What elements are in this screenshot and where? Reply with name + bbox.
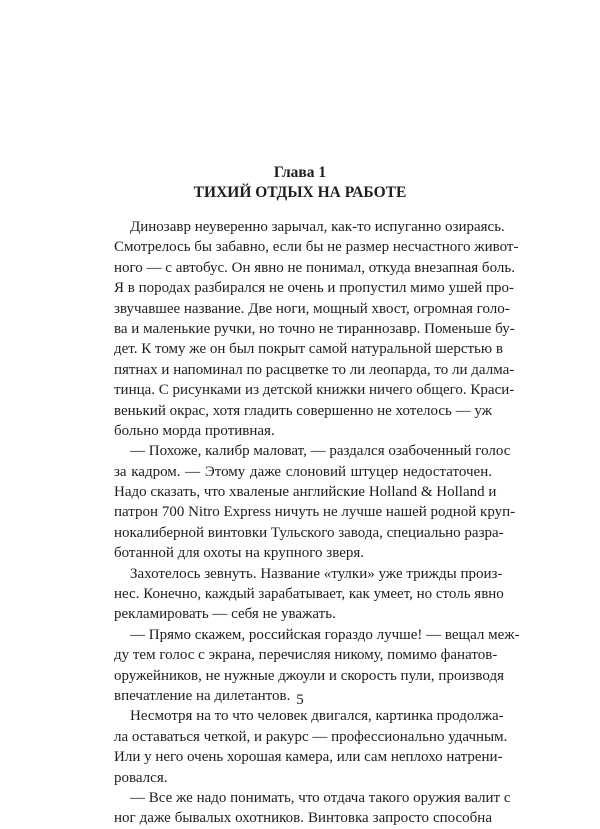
text-line: ног даже бывалых охотников. Винтовка запросто способна: [114, 810, 492, 827]
text-line: оружейников, не нужные джоули и скорость пули, производя: [114, 667, 504, 684]
text-line: рекламировать — себя не уважать.: [114, 606, 336, 623]
text-line: тинца. С рисунками из детской книжки ничего общего. Краси-: [114, 382, 515, 399]
chapter-label: Глава 1: [273, 164, 327, 181]
text-line: ду тем голос с экрана, перечисляя никому, помимо фанатов-: [114, 647, 498, 664]
text-line: венький окрас, хотя гладить совершенно не хотелось — уж: [114, 402, 493, 419]
text-line: пятнах и напоминал по расцветке то ли леопарда, то ли далма-: [114, 361, 515, 378]
text-line: ровался.: [114, 769, 168, 786]
text-line: Смотрелось бы забавно, если бы не размер несчастного живот-: [114, 239, 519, 256]
text-line: ботанной для охоты на крупного зверя.: [114, 545, 365, 562]
text-line: Несмотря на то что человек двигался, картинка продолжа-: [130, 708, 504, 725]
text-line: Я в породах разбирался не очень и пропустил мимо ушей про-: [114, 280, 514, 297]
text-line: нес. Конечно, каждый зарабатывает, как умеет, но столь явно: [114, 586, 504, 603]
text-line: патрон 700 Nitro Express ничуть не лучше нашей родной круп-: [114, 504, 516, 521]
text-line: звучавшее название. Две ноги, мощный хвост, огромная голо-: [114, 300, 510, 317]
text-line: ного — с автобус. Он явно не понимал, откуда внезапная боль.: [114, 259, 515, 276]
text-line: Динозавр неуверенно зарычал, как-то испуганно озираясь.: [130, 219, 505, 235]
text-line: Захотелось зевнуть. Название «тулки» уже трижды произ-: [130, 565, 503, 582]
text-line: впечатление на дилетантов.: [114, 687, 291, 704]
page-number: 5: [296, 692, 304, 708]
text-line: за кадром. — Этому даже слоновий штуцер недостаточен.: [114, 463, 492, 480]
body-text: [114, 217, 520, 829]
text-line: больно морда противная.: [114, 422, 275, 439]
text-line: — Все же надо понимать, что отдача такого оружия валит с: [130, 789, 511, 806]
text-line: нокалиберной винтовки Тульского завода, специально разра-: [114, 524, 504, 541]
text-line: дет. К тому же он был покрыт самой натуральной шерстью в: [114, 341, 503, 358]
text-line: — Похоже, калибр маловат, — раздался озабоченный голос: [130, 443, 511, 460]
text-line: Или у него очень хорошая камера, или сам неплохо натрени-: [114, 749, 503, 766]
text-line: ла оставаться четкой, и ракурс — профессионально удачным.: [114, 728, 508, 745]
text-line: ва и маленькие ручки, но точно не тираннозавр. Поменьше бу-: [114, 320, 515, 337]
text-line: — Прямо скажем, российская гораздо лучше! — вещал меж-: [130, 626, 520, 643]
text-line: Надо сказать, что хваленые английские Holland & Holland и: [114, 484, 497, 501]
chapter-title: ТИХИЙ ОТДЫХ НА РАБОТЕ: [193, 184, 407, 201]
